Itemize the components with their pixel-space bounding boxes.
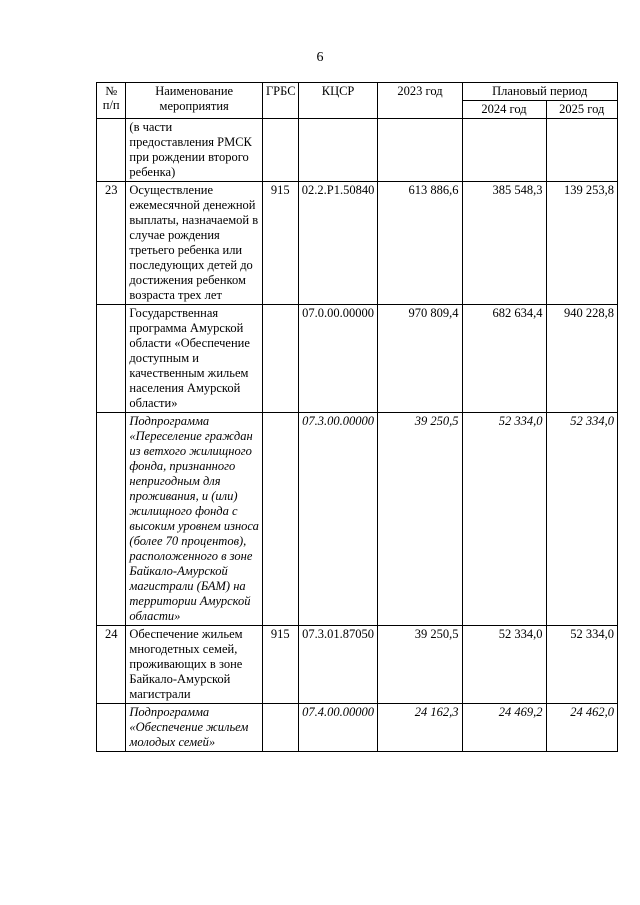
header-grbs: ГРБС <box>262 83 298 119</box>
cell-2023: 39 250,5 <box>378 626 462 704</box>
cell-2024 <box>462 119 546 182</box>
cell-name: (в части предоставления РМСК при рождении второго ребенка) <box>126 119 263 182</box>
cell-grbs <box>262 305 298 413</box>
cell-2025: 139 253,8 <box>546 182 617 305</box>
cell-kcsr <box>298 119 378 182</box>
table-row <box>97 119 618 182</box>
cell-2023 <box>378 119 462 182</box>
cell-2023: 24 162,3 <box>378 704 462 752</box>
cell-grbs <box>262 413 298 626</box>
cell-2023: 613 886,6 <box>378 182 462 305</box>
table-row <box>97 305 618 413</box>
cell-kcsr: 07.4.00.00000 <box>298 704 378 752</box>
cell-no <box>97 704 126 752</box>
cell-no: 24 <box>97 626 126 704</box>
page-number: 6 <box>316 50 324 65</box>
header-no: № п/п <box>97 83 126 119</box>
cell-2024: 682 634,4 <box>462 305 546 413</box>
cell-name: Подпрограмма «Переселение граждан из ветхого жилищного фонда, признанного непригодным для проживания, и (или) жилищного фонда с высоким уровнем износа (более 70 процентов), расположенного в зоне Байкало-Амурской магистрали (БАМ) на территории Амурской области» <box>126 413 263 626</box>
cell-no <box>97 413 126 626</box>
cell-grbs: 915 <box>262 182 298 305</box>
table-row <box>97 182 618 305</box>
cell-2023: 39 250,5 <box>378 413 462 626</box>
cell-grbs <box>262 704 298 752</box>
header-year-2025: 2025 год <box>546 101 617 119</box>
table-row <box>97 626 618 704</box>
cell-2025: 940 228,8 <box>546 305 617 413</box>
header-name: Наименование мероприятия <box>126 83 263 119</box>
cell-2025: 52 334,0 <box>546 413 617 626</box>
header-planned-period: Плановый период <box>462 83 618 101</box>
cell-2024: 24 469,2 <box>462 704 546 752</box>
cell-name: Осуществление ежемесячной денежной выплаты, назначаемой в случае рождения третьего ребенка или последующих детей до достижения ребенком возраста трех лет <box>126 182 263 305</box>
cell-no <box>97 305 126 413</box>
cell-2025: 52 334,0 <box>546 626 617 704</box>
table-header-row <box>97 83 618 101</box>
cell-name: Государственная программа Амурской области «Обеспечение доступным и качественным жильем населения Амурской области» <box>126 305 263 413</box>
cell-grbs <box>262 119 298 182</box>
cell-kcsr: 07.0.00.00000 <box>298 305 378 413</box>
cell-2025: 24 462,0 <box>546 704 617 752</box>
budget-table <box>96 82 618 752</box>
cell-name: Подпрограмма «Обеспечение жильем молодых семей» <box>126 704 263 752</box>
cell-2024: 385 548,3 <box>462 182 546 305</box>
header-year-2023: 2023 год <box>378 83 462 119</box>
table-row <box>97 413 618 626</box>
cell-no <box>97 119 126 182</box>
header-year-2024: 2024 год <box>462 101 546 119</box>
cell-2024: 52 334,0 <box>462 626 546 704</box>
cell-grbs: 915 <box>262 626 298 704</box>
cell-2023: 970 809,4 <box>378 305 462 413</box>
header-kcsr: КЦСР <box>298 83 378 119</box>
cell-2025 <box>546 119 617 182</box>
table-row <box>97 704 618 752</box>
cell-kcsr: 02.2.Р1.50840 <box>298 182 378 305</box>
cell-kcsr: 07.3.00.00000 <box>298 413 378 626</box>
cell-2024: 52 334,0 <box>462 413 546 626</box>
cell-no: 23 <box>97 182 126 305</box>
cell-name: Обеспечение жильем многодетных семей, проживающих в зоне Байкало-Амурской магистрали <box>126 626 263 704</box>
cell-kcsr: 07.3.01.87050 <box>298 626 378 704</box>
